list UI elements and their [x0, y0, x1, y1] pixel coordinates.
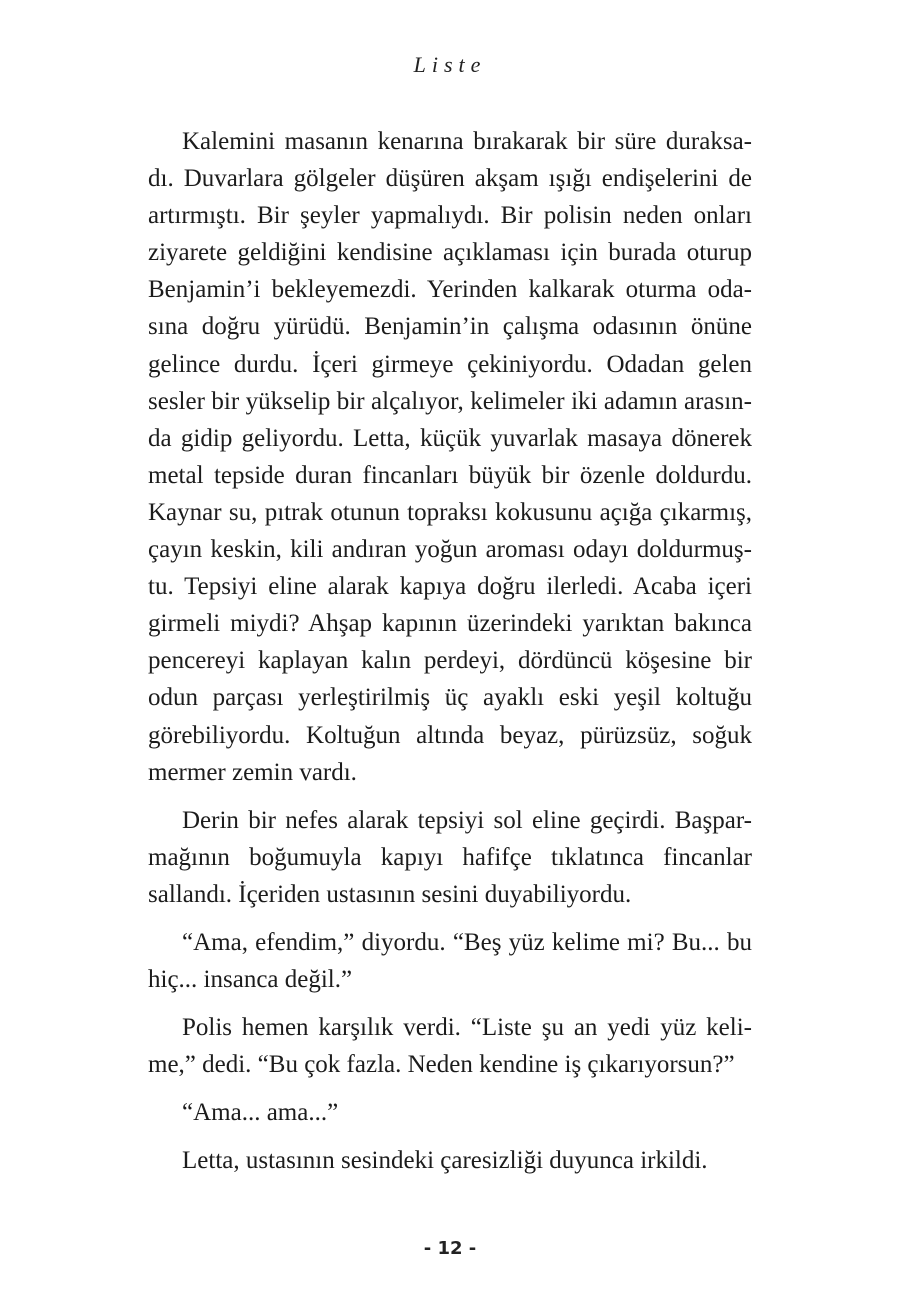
- text-line: çayın keskin, kili andıran yoğun aroması odayı doldurmuş-: [148, 536, 752, 564]
- text-line: sına doğru yürüdü. Benjamin’in çalışma odasının önüne: [148, 313, 752, 341]
- running-head-title: Liste: [413, 52, 487, 77]
- text-line: Derin bir nefes alarak tepsiyi sol eline geçirdi. Başpar-: [182, 806, 752, 834]
- paragraph-spacer: [148, 998, 752, 1009]
- text-line: mermer zemin vardı.: [148, 758, 357, 786]
- text-line: Letta, ustasının sesindeki çaresizliği duyunca irkildi.: [182, 1147, 708, 1175]
- text-line: Polis hemen karşılık verdi. “Liste şu an yedi yüz keli-: [182, 1014, 752, 1042]
- paragraph: [148, 924, 752, 998]
- paragraph-spacer: [148, 1083, 752, 1094]
- page-number: - 12 -: [423, 1238, 477, 1259]
- text-line: metal tepside duran fincanları büyük bir özenle doldurdu.: [148, 461, 752, 489]
- body-text: [148, 123, 752, 1180]
- paragraph: [148, 1094, 752, 1131]
- text-line: mağının boğumuyla kapıyı hafifçe tıklatınca fincanlar: [148, 843, 752, 871]
- text-line: da gidip geliyordu. Letta, küçük yuvarlak masaya dönerek: [148, 424, 752, 452]
- paragraph: [148, 1142, 752, 1179]
- text-line: tu. Tepsiyi eline alarak kapıya doğru ilerledi. Acaba içeri: [148, 573, 752, 601]
- text-line: gelince durdu. İçeri girmeye çekiniyordu. Odadan gelen: [148, 350, 752, 378]
- text-line: odun parçası yerleştirilmiş üç ayaklı eski yeşil koltuğu: [148, 684, 752, 712]
- text-line: Kaynar su, pıtrak otunun topraksı kokusunu açığa çıkarmış,: [148, 498, 752, 526]
- text-line: “Ama, efendim,” diyordu. “Beş yüz kelime mi? Bu... bu: [182, 928, 752, 956]
- paragraph: [148, 802, 752, 913]
- text-line: dı. Duvarlara gölgeler düşüren akşam ışığı endişelerini de: [148, 165, 752, 193]
- paragraph: [148, 123, 752, 791]
- text-line: Kalemini masanın kenarına bırakarak bir süre duraksa-: [182, 128, 752, 155]
- text-line: me,” dedi. “Bu çok fazla. Neden kendine iş çıkarıyorsun?”: [148, 1051, 735, 1079]
- text-line: pencereyi kaplayan kalın perdeyi, dördüncü köşesine bir: [148, 647, 752, 675]
- text-line: artırmıştı. Bir şeyler yapmalıydı. Bir polisin neden onları: [148, 202, 752, 230]
- paragraph-spacer: [148, 791, 752, 802]
- text-line: “Ama... ama...”: [182, 1099, 339, 1127]
- text-line: ziyarete geldiğini kendisine açıklaması için burada oturup: [148, 239, 752, 267]
- paragraph-spacer: [148, 1131, 752, 1142]
- paragraph: [148, 1009, 752, 1083]
- text-line: hiç... insanca değil.”: [148, 966, 353, 994]
- text-line: sesler bir yükselip bir alçalıyor, kelimeler iki adamın arasın-: [148, 387, 752, 415]
- paragraph-spacer: [148, 913, 752, 924]
- text-line: Benjamin’i bekleyemezdi. Yerinden kalkarak oturma oda-: [148, 276, 752, 304]
- text-line: girmeli miydi? Ahşap kapının üzerindeki yarıktan bakınca: [148, 610, 752, 638]
- text-line: görebiliyordu. Koltuğun altında beyaz, pürüzsüz, soğuk: [148, 721, 752, 749]
- text-line: sallandı. İçeriden ustasının sesini duyabiliyordu.: [148, 880, 632, 908]
